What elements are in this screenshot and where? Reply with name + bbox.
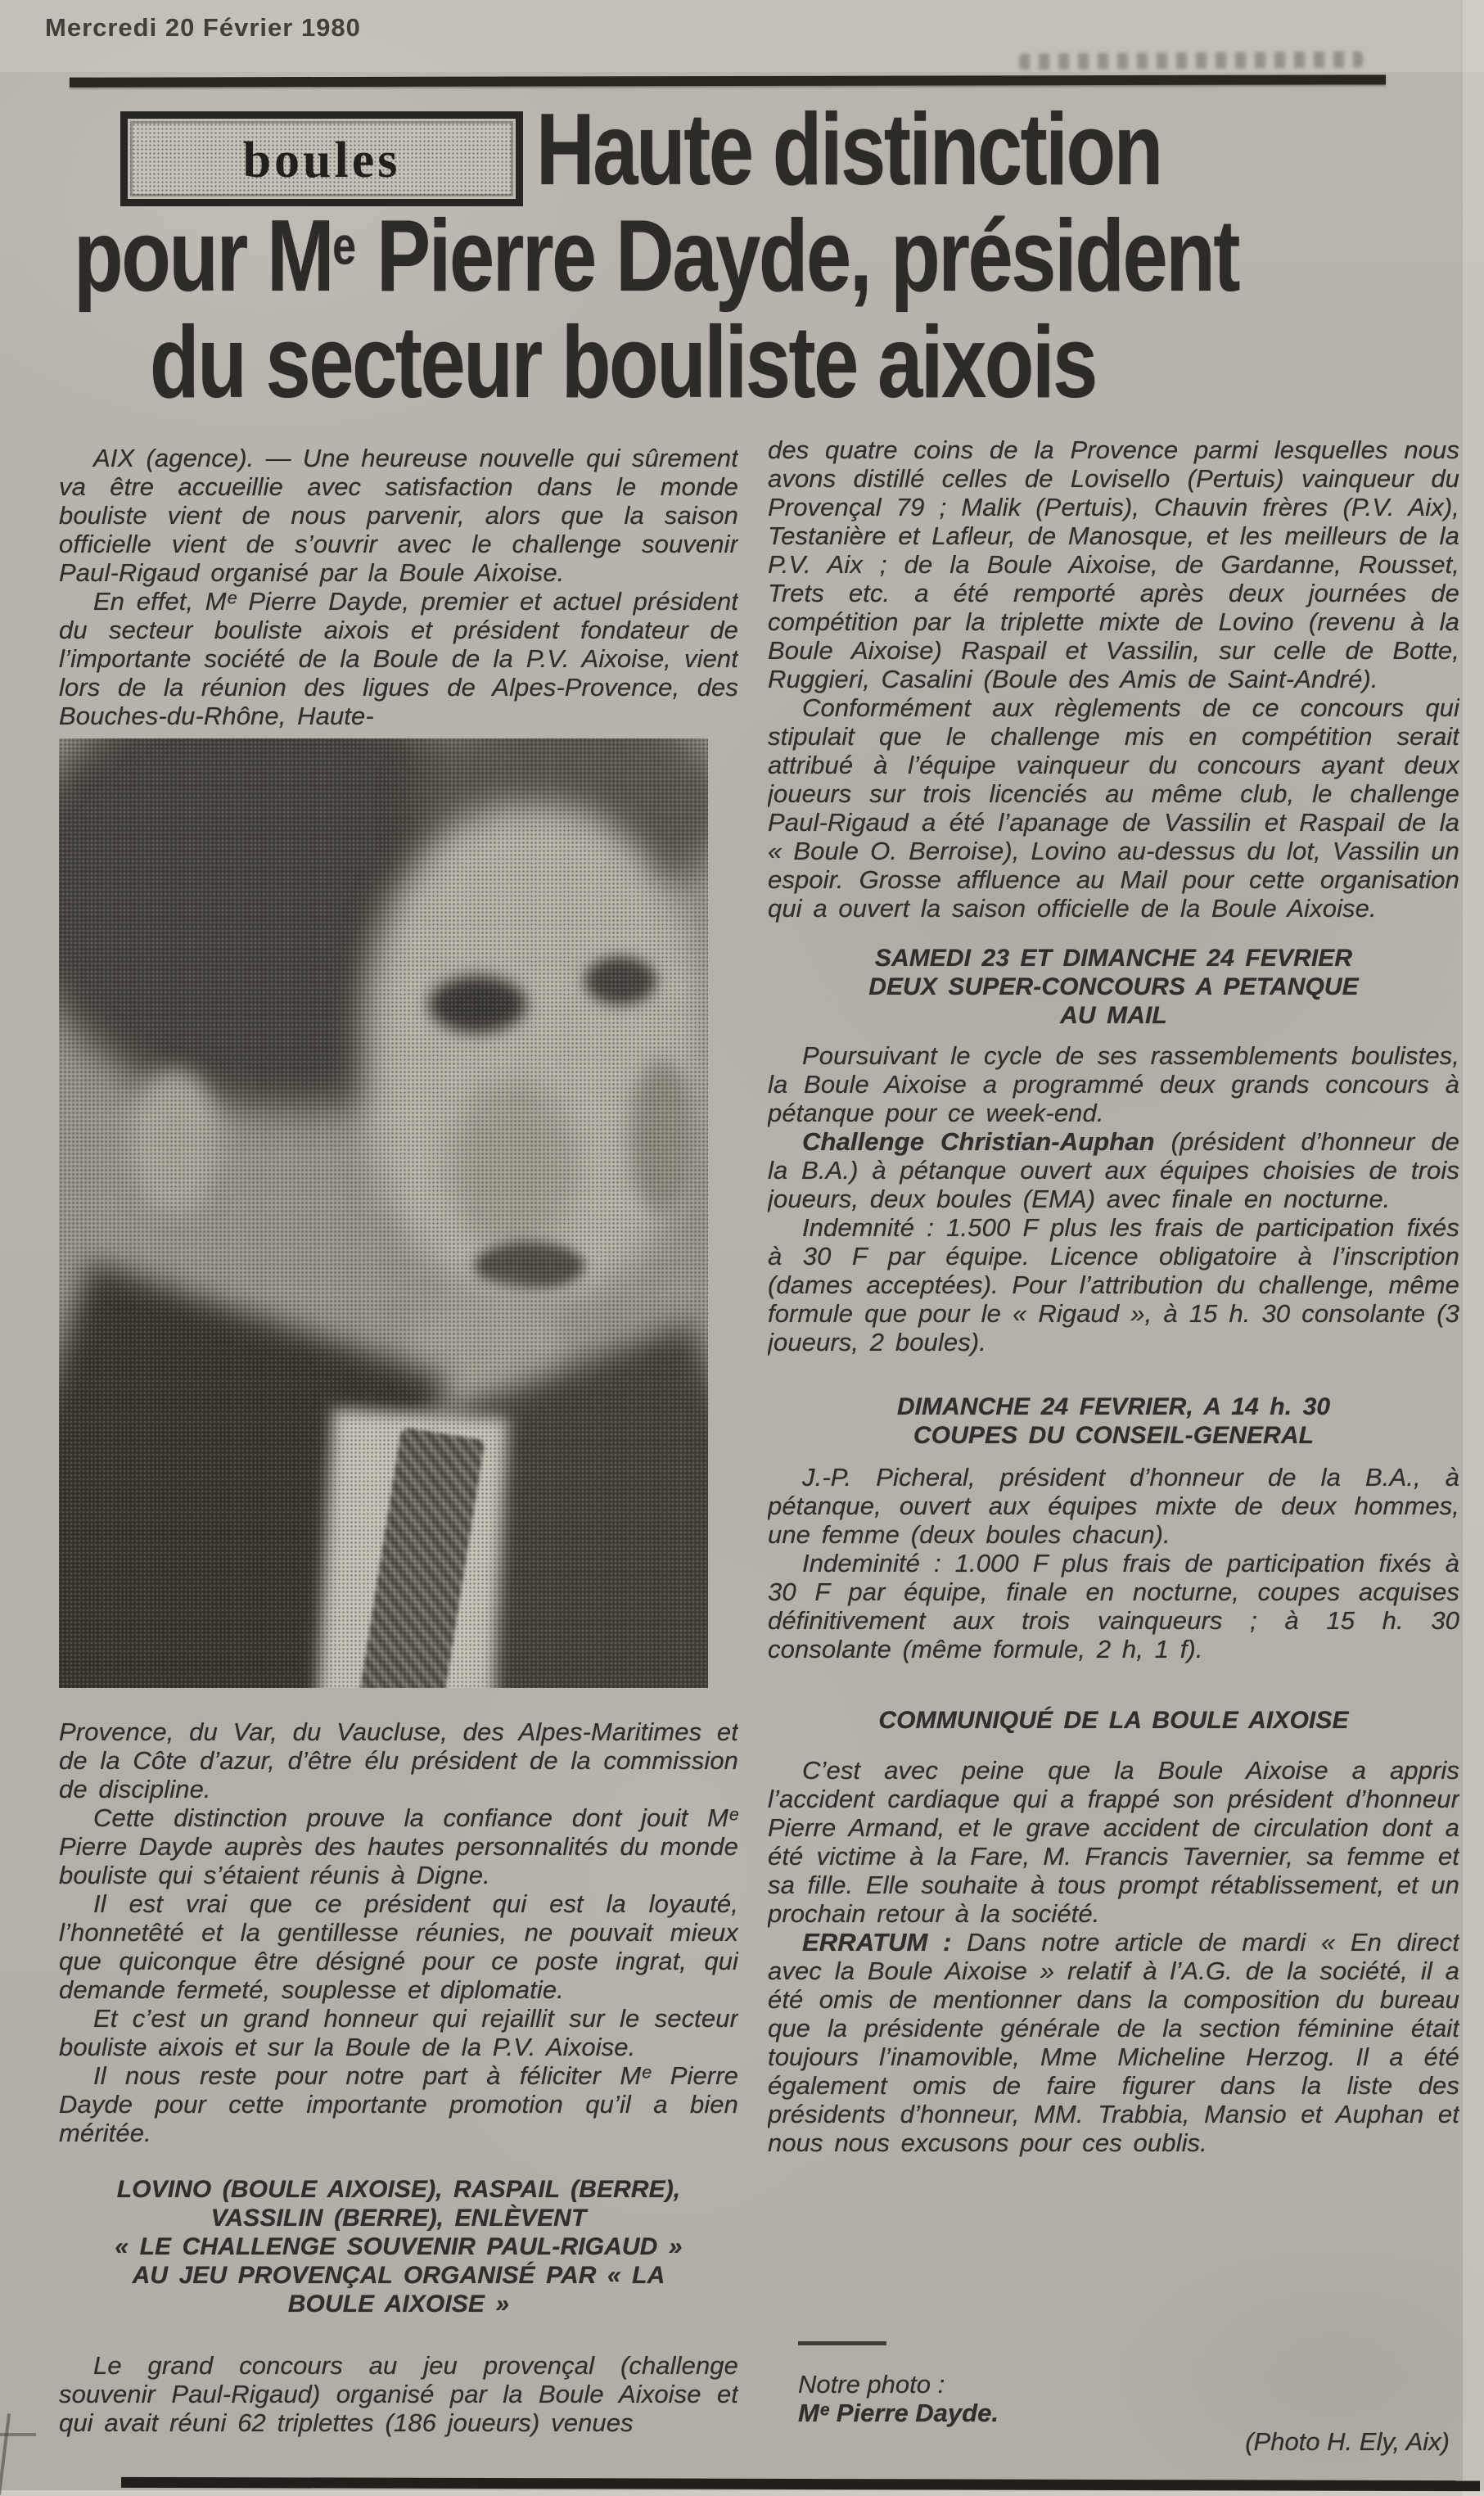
section-kicker-label: boules (242, 132, 401, 188)
bottom-rule (121, 2477, 1480, 2491)
left-edge-mark (0, 2413, 11, 2495)
photo-note-label: Notre photo : (798, 2370, 945, 2399)
paragraph: Indeminité : 1.000 F plus frais de participation fixés à 30 F par équipe, finale en nocturne, coupes acquises définitivement aux trois vainqueurs ; à 15 h. 30 consolante (même formule, 2 h, 1 f). (768, 1549, 1459, 1663)
left-column-top (59, 444, 738, 745)
portrait-photo (59, 738, 708, 1688)
paragraph: Indemnité : 1.500 F plus les frais de participation fixés à 30 F par équipe. Licence obligatoire à l’inscription (dames acceptées). Pour l’attribution du challenge, même formule que pour le « Rigaud », à 15 h. 30 consolante (3 joueurs, 2 boules). (768, 1213, 1459, 1356)
paragraph-rest: (président d’honneur de la B.A.) à pétanque ouvert aux équipes choisies de trois joueurs, deux boules (EMA) avec finale en nocturne. (768, 1127, 1459, 1213)
left-column-bottom (59, 1717, 738, 2475)
edition-date: Mercredi 20 Février 1980 (45, 13, 361, 42)
headline-line-3: du secteur bouliste aixois (150, 306, 1096, 419)
paper-edge-right (1463, 0, 1484, 2496)
right-column (768, 436, 1459, 2343)
subhead-communique: COMMUNIQUÉ DE LA BOULE AIXOISE (878, 1707, 1349, 1734)
paragraph: AIX (agence). — Une heureuse nouvelle qui sûrement va être accueillie avec satisfaction dans le monde bouliste vient de nous parvenir, alors que la saison officielle vient de s’ouvrir avec le challenge souvenir Paul-Rigaud organisé par la Boule Aixoise. (59, 444, 738, 587)
subhead-line: VASSILIN (BERRE), ENLÈVENT (210, 2205, 587, 2232)
subhead-line: COUPES DU CONSEIL-GENERAL (913, 1422, 1315, 1449)
subhead-line: DIMANCHE 24 FEVRIER, A 14 h. 30 (896, 1393, 1331, 1420)
photo-note-block (798, 2341, 1453, 2456)
subhead-line: SAMEDI 23 ET DIMANCHE 24 FEVRIER (874, 945, 1353, 972)
paper-edge-bottom (0, 2490, 1484, 2496)
headline-superscript: e (332, 216, 356, 276)
subhead-line: BOULE AIXOISE » (287, 2291, 510, 2318)
top-rule (70, 74, 1386, 87)
paragraph: Conformément aux règlements de ce concours qui stipulait que le challenge mis en compétition serait attribué à l’équipe vainqueur du concours ayant deux joueurs sur trois licenciés au même club, le challenge Paul-Rigaud a été l’apanage de Vassilin et Raspail de la « Boule O. Berroise), Lovino au-dessus du lot, Vassilin un espoir. Grosse affluence au Mail pour cette organisation qui a ouvert la saison officielle de la Boule Aixoise. (768, 693, 1459, 923)
photo-halftone-overlay (59, 738, 708, 1688)
paragraph: Cette distinction prouve la confiance dont jouit Mᵉ Pierre Dayde auprès des hautes personnalités du monde bouliste qui s’étaient réunis à Digne. (59, 1803, 738, 1889)
subhead-line: AU MAIL (1060, 1002, 1167, 1029)
subhead-line: « LE CHALLENGE SOUVENIR PAUL-RIGAUD » (115, 2233, 683, 2260)
subhead-super-concours (768, 944, 1459, 1030)
paragraph: Le grand concours au jeu provençal (challenge souvenir Paul-Rigaud) organisé par la Boule Aixoise et qui avait réuni 62 triplettes (186 joueurs) venues (59, 2351, 738, 2437)
headline-line-2-post: Pierre Dayde, président (355, 200, 1239, 313)
paragraph: En effet, Mᵉ Pierre Dayde, premier et actuel président du secteur bouliste aixois et président fondateur de l’importante société de la Boule de la P.V. Aixoise, vient lors de la réunion des ligues de Alpes-Provence, des Bouches-du-Rhône, Haute- (59, 587, 738, 730)
subhead-line: DEUX SUPER-CONCOURS A PETANQUE (868, 973, 1359, 1000)
subhead-line: LOVINO (BOULE AIXOISE), RASPAIL (BERRE), (116, 2176, 681, 2203)
subhead-coupes (768, 1392, 1459, 1450)
handwriting-smudge (1019, 52, 1363, 70)
section-kicker-box (120, 111, 523, 206)
paragraph-rest: Dans notre article de mardi « En direct avec la Boule Aixoise » relatif à l’A.G. de la société, il a été omis de mentionner dans la composition du bureau que la présidente générale de la section féminine était toujours l’inamovible, Mme Micheline Herzog. Il a été également omis de faire figurer dans la liste des présidents d’honneur, MM. Trabbia, Mansio et Auphan et nous nous excusons pour ces oublis. (768, 1928, 1459, 2157)
subhead-line: AU JEU PROVENÇAL ORGANISÉ PAR « LA (132, 2262, 665, 2289)
divider-rule (798, 2341, 886, 2345)
subhead-lovino (59, 2175, 738, 2318)
paragraph: J.-P. Picheral, président d’honneur de la B.A., à pétanque, ouvert aux équipes mixte de deux hommes, une femme (deux boules chacun). (768, 1463, 1459, 1549)
paragraph: Poursuivant le cycle de ses rassemblements boulistes, la Boule Aixoise a programmé deux grands concours à pétanque pour ce week-end. (768, 1041, 1459, 1127)
paragraph: des quatre coins de la Provence parmi lesquelles nous avons distillé celles de Lovisello (Pertuis) vainqueur du Provençal 79 ; Malik (Pertuis), Chauvin frères (P.V. Aix), Testanière et Lafleur, de Manosque, et les meilleurs de la P.V. Aix ; de la Boule Aixoise, de Gardanne, Rousset, Trets etc. a été remporté après deux journées de compétition par la triplette mixte de Lovino (revenu à la Boule Aixoise) Raspail et Vassilin, sur celle de Botte, Ruggieri, Casalini (Boule des Amis de Saint-André). (768, 436, 1459, 693)
paragraph (768, 1127, 1459, 1213)
paragraph: C’est avec peine que la Boule Aixoise a appris l’accident cardiaque qui a frappé son président d’honneur Pierre Armand, et le grave accident de circulation dont a été victime à la Fare, M. Francis Tavernier, sa femme et sa fille. Elle souhaite à tous prompt rétablissement, et un prochain retour à la société. (768, 1756, 1459, 1928)
paragraph: Et c’est un grand honneur qui rejaillit sur le secteur bouliste aixois et sur la Boule de la P.V. Aixoise. (59, 2004, 738, 2061)
left-edge-line (0, 2433, 36, 2436)
paragraph-lead: ERRATUM : (802, 1928, 952, 1957)
headline-line-1: Haute distinction (536, 93, 1161, 206)
paragraph: Il est vrai que ce président qui est la loyauté, l’honnetêté et la gentillesse réunies, ne pouvait mieux que quiconque être désigné pour ce poste ingrat, qui demande fermeté, souplesse et diplomatie. (59, 1889, 738, 2004)
paragraph (768, 1928, 1459, 2157)
headline-line-2-pre: pour M (74, 200, 333, 313)
headline-line-2 (74, 200, 1239, 313)
photo-note-name: Mᵉ Pierre Dayde. (798, 2399, 999, 2427)
paragraph-lead: Challenge Christian-Auphan (802, 1127, 1155, 1156)
paragraph: Provence, du Var, du Vaucluse, des Alpes-Maritimes et de la Côte d’azur, d’être élu président de la commission de discipline. (59, 1717, 738, 1803)
photo-credit: (Photo H. Ely, Aix) (1245, 2427, 1450, 2456)
paragraph: Il nous reste pour notre part à féliciter Mᵉ Pierre Dayde pour cette importante promotion qu’il a bien méritée. (59, 2061, 738, 2147)
